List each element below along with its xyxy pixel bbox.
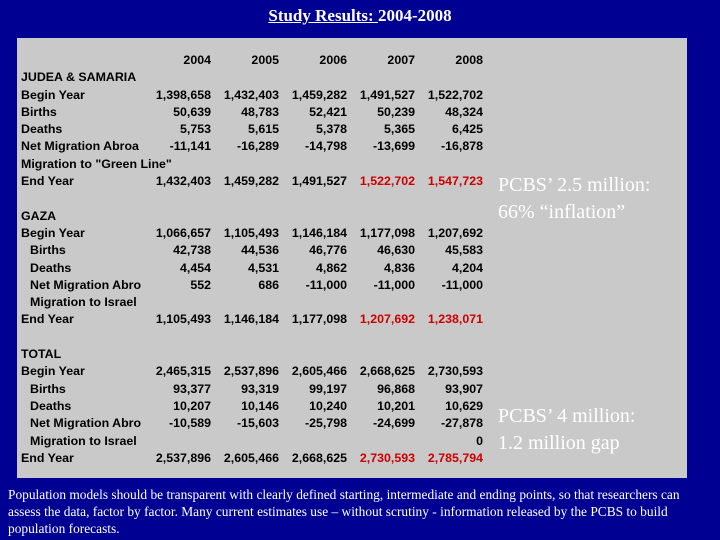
year-header: 2005: [251, 53, 279, 67]
table-cell: 1,177,098: [291, 312, 347, 327]
row-label: Begin Year: [21, 87, 85, 102]
table-cell: 44,536: [241, 243, 279, 258]
table-cell: 1,105,493: [155, 312, 211, 327]
table-cell: 4,836: [383, 260, 415, 275]
table-cell: 5,365: [383, 122, 415, 137]
note-line: 66% “inflation”: [498, 201, 626, 223]
table-cell: 10,207: [173, 398, 211, 413]
table-cell: 1,177,098: [359, 225, 415, 240]
table-cell: 1,491,527: [291, 174, 347, 189]
table-cell: 1,066,657: [155, 225, 211, 240]
table-cell: 1,146,184: [223, 312, 279, 327]
section-heading: JUDEA & SAMARIA: [21, 70, 137, 85]
table-cell: 1,207,692: [427, 225, 483, 240]
row-label: Births: [30, 381, 66, 396]
slide-title: [0, 6, 720, 26]
table-cell: 5,753: [179, 122, 211, 137]
table-cell: 48,783: [241, 104, 279, 119]
row-label: Births: [21, 104, 57, 119]
year-header: 2008: [455, 53, 483, 67]
table-cell: 46,776: [309, 243, 347, 258]
table-cell: 4,531: [247, 260, 279, 275]
table-cell: 1,207,692: [359, 312, 415, 327]
table-cell: 2,605,466: [291, 364, 347, 379]
row-label: Deaths: [21, 122, 63, 137]
row-label: Migration to Israel: [30, 433, 137, 448]
table-cell: 1,459,282: [223, 174, 279, 189]
table-cell: 5,615: [247, 122, 279, 137]
table-cell: -27,878: [440, 416, 483, 431]
table-cell: 2,785,794: [427, 450, 483, 465]
table-cell: 1,432,403: [155, 174, 211, 189]
year-header: 2007: [387, 53, 415, 67]
table-cell: -16,878: [440, 139, 483, 154]
table-cell: 96,868: [377, 381, 415, 396]
table-cell: 2,730,593: [427, 364, 483, 379]
table-cell: 1,105,493: [223, 225, 279, 240]
table-cell: 42,738: [173, 243, 211, 258]
footer-text: Population models should be transparent with clearly defined starting, intermediate and ending points, so that researchers can assess the data, factor by factor. Many current estimates use – without scrutiny - information released by the PCBS to build population forecasts.: [8, 487, 680, 536]
table-cell: 4,204: [451, 260, 483, 275]
table-cell: 45,583: [445, 243, 483, 258]
table-cell: 1,238,071: [427, 312, 483, 327]
note-line: 1.2 million gap: [498, 432, 620, 454]
table-cell: -24,699: [372, 416, 415, 431]
row-label: Net Migration Abroa: [21, 139, 139, 154]
table-cell: 1,547,723: [427, 174, 483, 189]
table-cell: -16,289: [236, 139, 279, 154]
row-label: Begin Year: [21, 364, 85, 379]
table-cell: -13,699: [372, 139, 415, 154]
year-header: 2006: [319, 53, 347, 67]
table-cell: 50,639: [173, 104, 211, 119]
table-cell: 10,629: [445, 398, 483, 413]
table-cell: 99,197: [309, 381, 347, 396]
table-cell: 1,398,658: [155, 87, 211, 102]
table-cell: 46,630: [377, 243, 415, 258]
table-cell: -11,000: [373, 277, 415, 292]
table-cell: 2,730,593: [359, 450, 415, 465]
note-pcbs-gap: [498, 403, 635, 457]
table-cell: 10,201: [377, 398, 415, 413]
row-label: End Year: [21, 174, 74, 189]
table-cell: 93,377: [173, 381, 211, 396]
table-cell: 2,668,625: [291, 450, 347, 465]
row-label: Births: [30, 243, 66, 258]
table-cell: 50,239: [377, 104, 415, 119]
table-cell: -25,798: [304, 416, 347, 431]
row-label: Migration to "Green Line": [21, 156, 172, 171]
table-cell: 2,537,896: [223, 364, 279, 379]
table-cell: 4,454: [179, 260, 211, 275]
note-line: PCBS’ 2.5 million:: [498, 174, 651, 196]
row-label: Begin Year: [21, 225, 85, 240]
table-cell: 2,668,625: [359, 364, 415, 379]
table-cell: -11,000: [305, 277, 347, 292]
row-label: Deaths: [30, 260, 72, 275]
table-cell: 686: [258, 277, 279, 292]
row-label: Deaths: [30, 398, 72, 413]
section-heading: GAZA: [21, 208, 57, 223]
row-label: Migration to Israel: [30, 295, 137, 310]
row-label: End Year: [21, 450, 74, 465]
table-cell: 93,907: [445, 381, 483, 396]
row-label: Net Migration Abro: [30, 416, 142, 431]
table-cell: 10,240: [309, 398, 347, 413]
row-label: Net Migration Abro: [30, 277, 142, 292]
table-cell: 1,432,403: [223, 87, 279, 102]
table-cell: 52,421: [309, 104, 347, 119]
table-cell: 93,319: [241, 381, 279, 396]
table-cell: 1,522,702: [427, 87, 483, 102]
table-cell: 5,378: [315, 122, 347, 137]
title-lead: Study Results:: [268, 6, 378, 25]
table-cell: -14,798: [304, 139, 347, 154]
table-cell: -11,141: [169, 139, 211, 154]
table-cell: 552: [190, 277, 211, 292]
table-cell: 1,522,702: [359, 174, 415, 189]
table-cell: 2,465,315: [155, 364, 211, 379]
note-line: PCBS’ 4 million:: [498, 405, 636, 427]
table-cell: -10,589: [168, 416, 211, 431]
table-cell: 2,537,896: [155, 450, 211, 465]
table-cell: 6,425: [451, 122, 483, 137]
table-cell: 1,459,282: [291, 87, 347, 102]
table-cell: -15,603: [236, 416, 279, 431]
table-cell: 48,324: [445, 104, 483, 119]
table-cell: 0: [476, 433, 483, 448]
note-pcbs-inflation: [498, 172, 650, 226]
section-heading: TOTAL: [21, 347, 62, 362]
table-cell: 10,146: [241, 398, 279, 413]
table-cell: 1,491,527: [359, 87, 415, 102]
year-header: 2004: [183, 53, 211, 67]
table-cell: 2,605,466: [223, 450, 279, 465]
table-cell: -11,000: [441, 277, 483, 292]
title-years: 2004-2008: [377, 6, 452, 25]
table-cell: 4,862: [315, 260, 347, 275]
table-cell: 1,146,184: [291, 225, 347, 240]
row-label: End Year: [21, 312, 74, 327]
